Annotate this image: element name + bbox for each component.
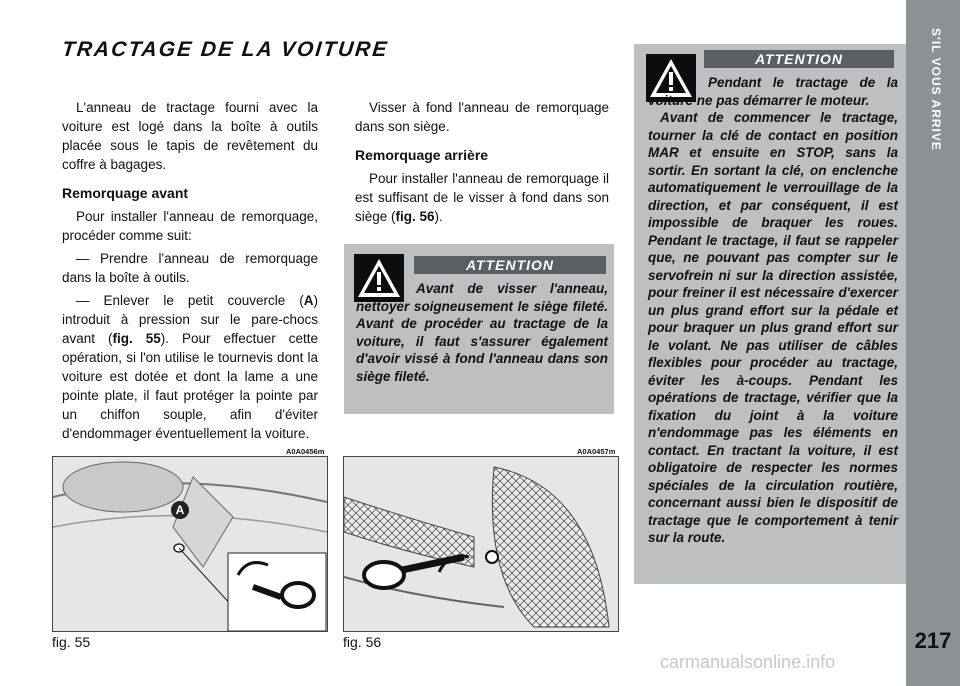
ref-a: A xyxy=(303,293,314,308)
front-step-intro: Pour installer l'anneau de remorquage, procéder comme suit: xyxy=(62,209,318,243)
ref-fig55: fig. 55 xyxy=(112,331,161,346)
chapter-title: S'IL VOUS ARRIVE xyxy=(929,28,943,151)
warning-box-1 xyxy=(344,244,614,414)
fig55-code: A0A0456m xyxy=(286,447,325,456)
ref-fig56: fig. 56 xyxy=(395,209,435,224)
front-step-1: — Prendre l'anneau de remorquage dans la boîte à outils. xyxy=(62,251,318,285)
bumper-illustration xyxy=(53,457,327,631)
page-number: 217 xyxy=(914,628,952,653)
heading-front-towing: Remorquage avant xyxy=(62,185,189,201)
rear-grille-illustration xyxy=(344,457,618,631)
warning-box-2 xyxy=(634,44,906,584)
text-column-left xyxy=(62,98,318,447)
chapter-side-tab xyxy=(906,0,960,686)
fig56-code: A0A0457m xyxy=(577,447,616,456)
warning-text: Avant de visser l'anneau, nettoyer soigneusement le siège fileté. Avant de procéder au tractage de la voiture, il faut s'assurer également d'avoir vissé à fond l'anneau dans son siège fileté. xyxy=(356,281,608,384)
page-title: TRACTAGE DE LA VOITURE xyxy=(60,38,390,61)
front-step-2: — Enlever le petit couvercle (A) introduit à pression sur le pare-chocs avant (fig. 55). Pour effectuer cette opération, si l'on utilise le tournevis dont la voiture est dotée et dont la lame a une pointe plate, il faut protéger la pointe par un chiffon souple, afin d'éviter d'endommager éventuellement la voiture. xyxy=(62,293,318,441)
text-column-middle xyxy=(355,98,609,230)
fig55-caption: fig. 55 xyxy=(52,634,91,650)
heading-rear-towing: Remorquage arrière xyxy=(355,147,489,163)
rear-step: Pour installer l'anneau de remorquage il est suffisant de le visser à fond dans son siège (fig. 56). xyxy=(355,171,609,224)
attention-label: ATTENTION xyxy=(704,50,894,68)
fig56-caption: fig. 56 xyxy=(343,634,382,650)
warning-text: Pendant le tractage de la voiture ne pas démarrer le moteur. Avant de commencer le tractage, tourner la clé de contact en position MAR et ensuite en STOP, sans la sortir. En sortant la clé, on enclenche automatiquement le verrouillage de la direction, et par conséquent, il est impossible de braquer les roues. Pendant le tractage, il faut se rappeler que, ne pouvant pas compter sur le servofrein ni sur la direction assistée, pour freiner il est nécessaire d'exercer un plus grand effort sur la pédale et pour braquer un plus grand effort sur le volant. Ne pas utiliser de câbles flexibles pour procéder au tractage, éviter les à-coups. Pendant les opérations de tractage, vérifier que la fixation du joint à la voiture n'endommage pas les éléments en contact. En tractant la voiture, il est obligatoire de respecter les normes spéciales de la circulation routière, concernant aussi bien le dispositif de tractage que le comportement à tenir sur la route. xyxy=(648,75,898,545)
intro-paragraph: L'anneau de tractage fourni avec la voiture est logé dans la boîte à outils placée sous le tapis de revêtement du coffre à bagages. xyxy=(62,100,318,172)
callout-a: A xyxy=(171,501,189,519)
watermark: carmanualsonline.info xyxy=(660,652,836,672)
screw-paragraph: Visser à fond l'anneau de remorquage dans son siège. xyxy=(355,100,609,134)
figure-55 xyxy=(52,456,328,632)
figure-56 xyxy=(343,456,619,632)
attention-label: ATTENTION xyxy=(414,256,606,274)
